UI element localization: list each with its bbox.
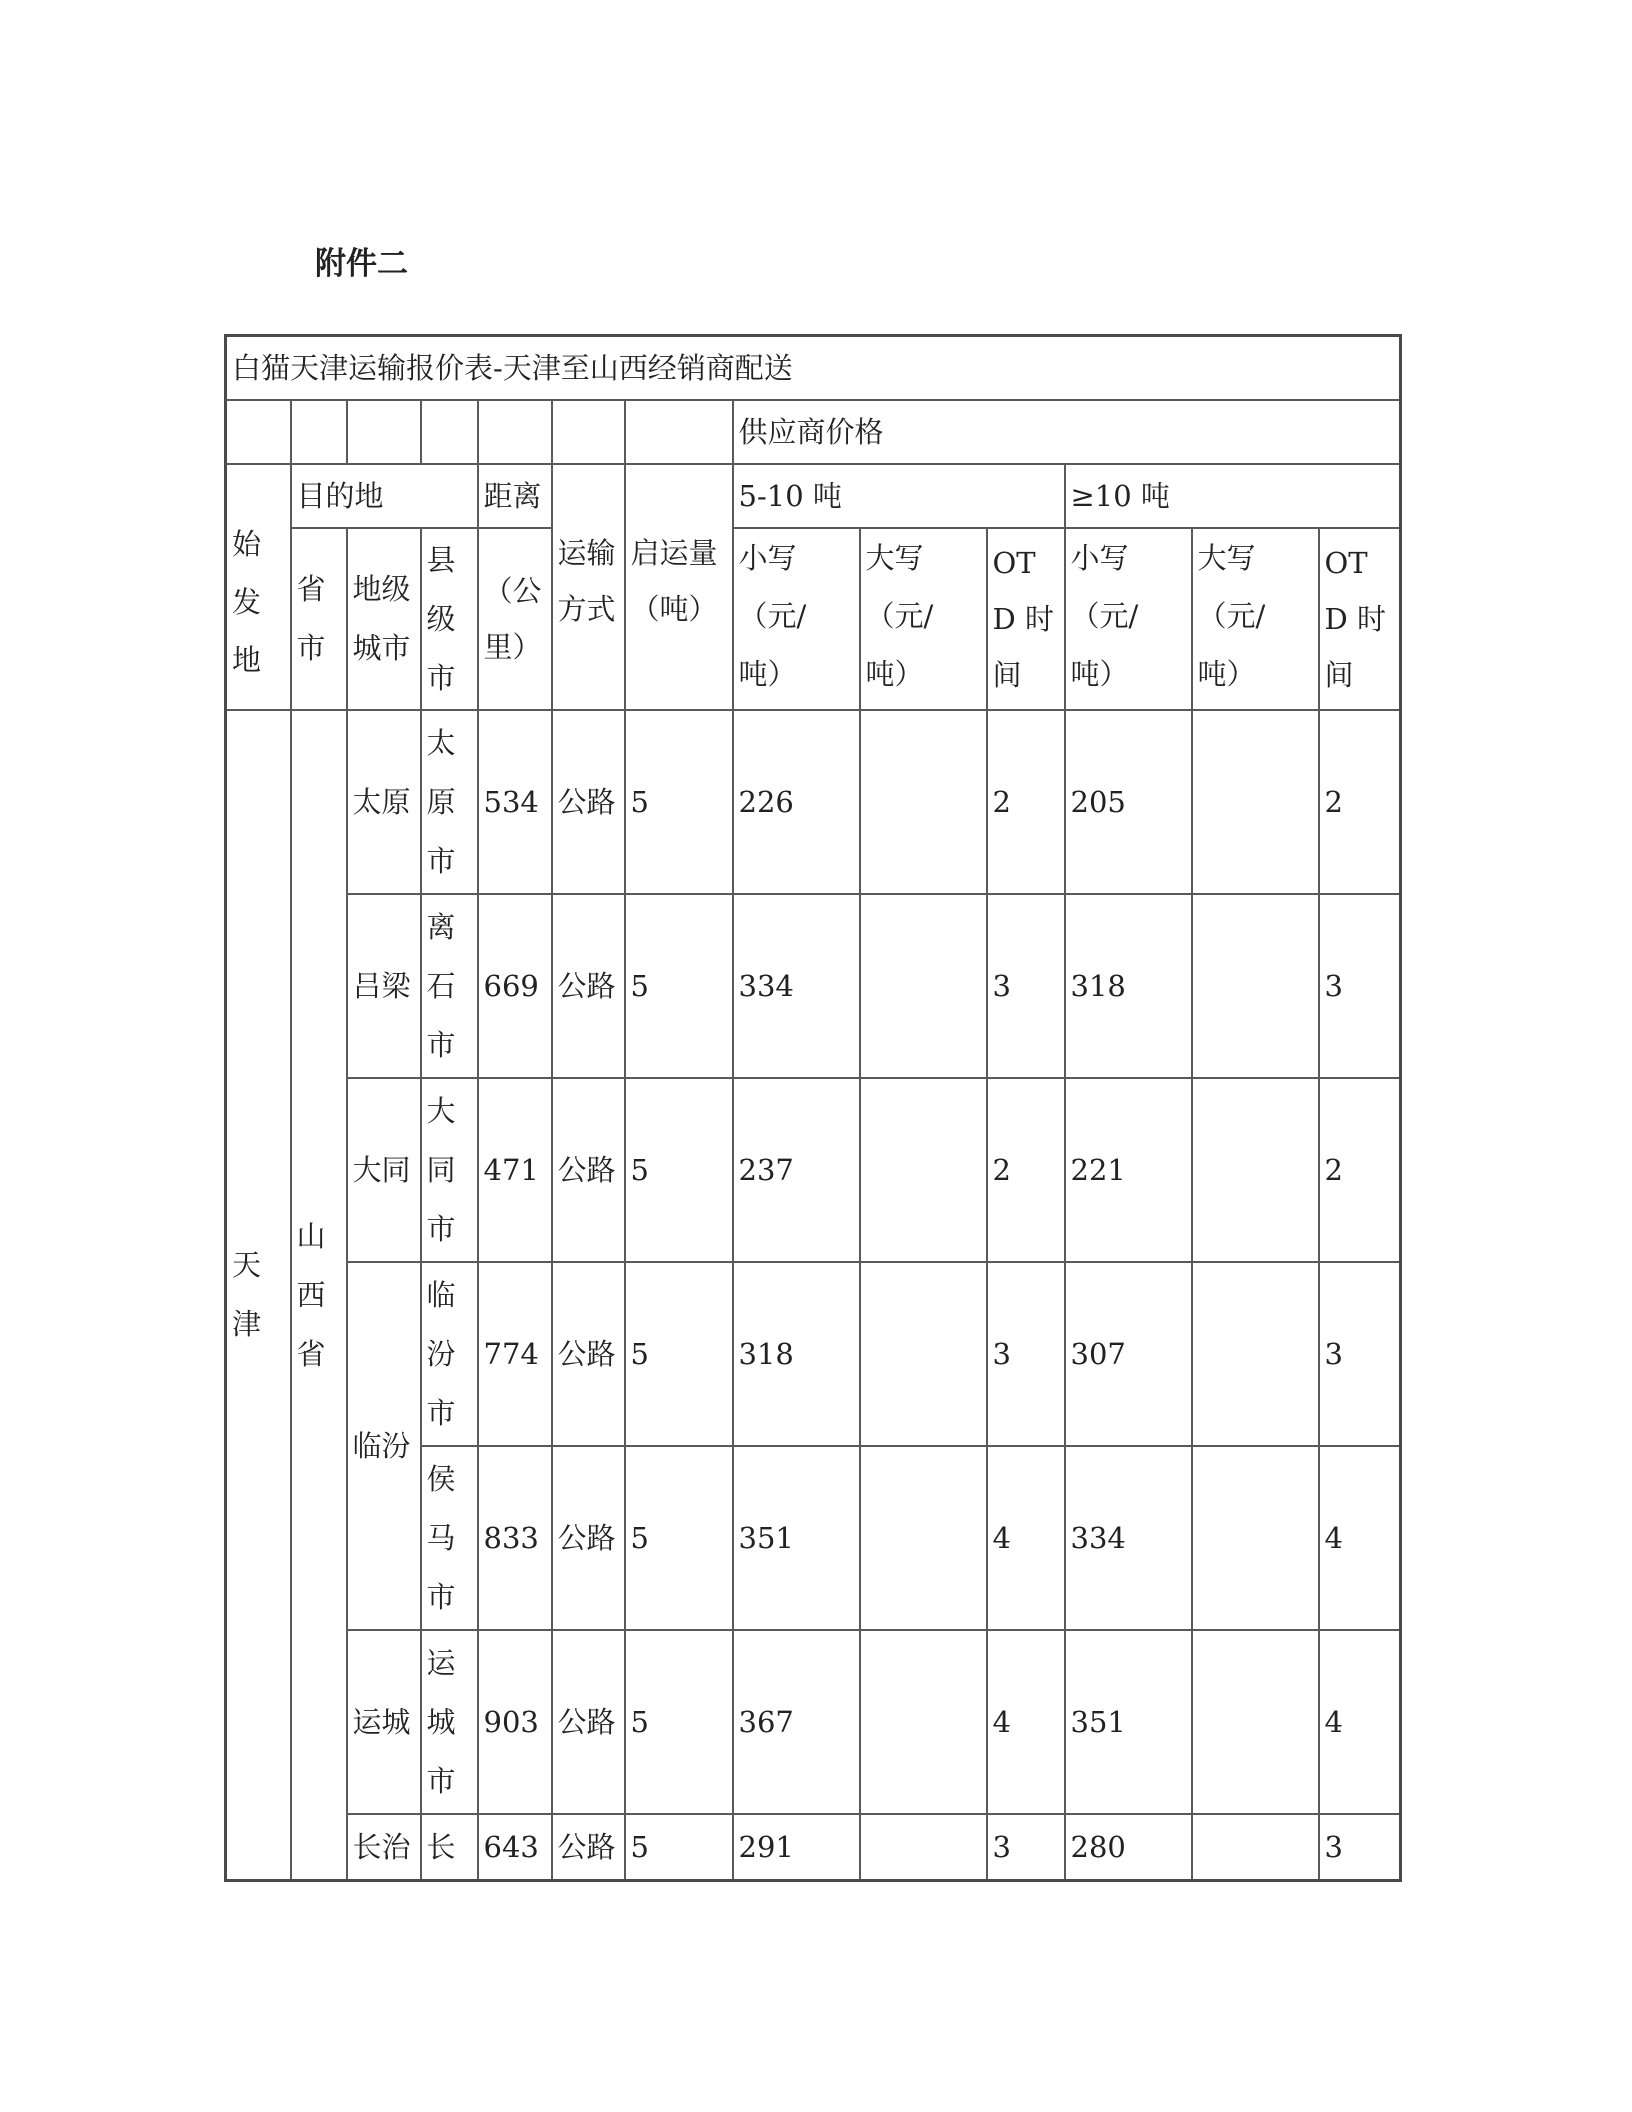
distance-cell: 833 [478, 1446, 552, 1630]
county-value: 临汾市 [426, 1277, 456, 1430]
county-cell [421, 1078, 478, 1262]
low-otd-cell: 2 [987, 1078, 1065, 1262]
distance-cell: 534 [478, 710, 552, 894]
prefecture-header [347, 528, 421, 710]
province-value: 山西省 [296, 1218, 326, 1371]
county-header-text: 县级市 [426, 542, 456, 695]
high-small-header [1065, 528, 1192, 710]
mode-cell: 公路 [552, 1262, 625, 1446]
county-value: 离石市 [426, 909, 456, 1062]
prefecture-cell: 吕梁 [347, 894, 421, 1078]
low-otd-cell: 4 [987, 1446, 1065, 1630]
prefecture-cell: 太原 [347, 710, 421, 894]
low-small-cell: 334 [733, 894, 860, 1078]
high-otd-header-text: OTD 时间 [1324, 546, 1386, 692]
min-load-cell: 5 [625, 1262, 733, 1446]
mode-cell: 公路 [552, 710, 625, 894]
table-title: 白猫天津运输报价表-天津至山西经销商配送 [226, 336, 1401, 401]
high-capital-cell [1192, 1446, 1319, 1630]
distance-unit-text: （公里） [483, 574, 542, 664]
high-small-cell: 280 [1065, 1814, 1192, 1881]
min-load-cell: 5 [625, 1814, 733, 1881]
supplier-price-header: 供应商价格 [733, 400, 1401, 464]
min-load-header [625, 464, 733, 710]
county-value: 太原市 [426, 725, 456, 878]
transport-mode-header-text: 运输方式 [557, 536, 616, 626]
prefecture-cell: 运城 [347, 1630, 421, 1814]
low-capital-cell [860, 894, 987, 1078]
distance-cell: 669 [478, 894, 552, 1078]
min-load-cell: 5 [625, 1446, 733, 1630]
prefecture-cell: 临汾 [347, 1262, 421, 1630]
high-capital-cell [1192, 1078, 1319, 1262]
low-capital-header-text: 大写（元/吨） [865, 541, 934, 691]
blank-cell [226, 400, 291, 464]
blank-cell [552, 400, 625, 464]
high-small-cell: 221 [1065, 1078, 1192, 1262]
distance-cell: 643 [478, 1814, 552, 1881]
prefecture-header-text: 地级城市 [352, 572, 411, 665]
high-otd-cell: 3 [1319, 894, 1401, 1078]
high-otd-cell: 3 [1319, 1814, 1401, 1881]
destination-header: 目的地 [291, 464, 478, 528]
high-otd-cell: 2 [1319, 710, 1401, 894]
mode-cell: 公路 [552, 1630, 625, 1814]
min-load-cell: 5 [625, 894, 733, 1078]
county-cell [421, 1262, 478, 1446]
min-load-header-text: 启运量（吨） [630, 536, 718, 626]
low-otd-cell: 3 [987, 1814, 1065, 1881]
province-cell [291, 710, 347, 1881]
low-small-header [733, 528, 860, 710]
high-capital-cell [1192, 894, 1319, 1078]
table-row [226, 1630, 1401, 1814]
high-capital-header-text: 大写（元/吨） [1197, 541, 1266, 691]
high-otd-cell: 2 [1319, 1078, 1401, 1262]
county-cell [421, 1446, 478, 1630]
blank-cell [291, 400, 347, 464]
low-small-cell: 226 [733, 710, 860, 894]
high-otd-cell: 4 [1319, 1446, 1401, 1630]
low-capital-cell [860, 1078, 987, 1262]
low-small-cell: 318 [733, 1262, 860, 1446]
origin-header-text: 始发地 [232, 527, 262, 677]
low-otd-header-text: OTD 时间 [992, 546, 1054, 692]
high-otd-cell: 3 [1319, 1262, 1401, 1446]
transport-mode-header [552, 464, 625, 710]
high-small-cell: 351 [1065, 1630, 1192, 1814]
low-small-header-text: 小写（元/吨） [738, 541, 807, 691]
low-otd-header [987, 528, 1065, 710]
distance-cell: 774 [478, 1262, 552, 1446]
high-small-cell: 334 [1065, 1446, 1192, 1630]
min-load-cell: 5 [625, 1630, 733, 1814]
mode-cell: 公路 [552, 1814, 625, 1881]
attachment-label: 附件二 [315, 246, 408, 282]
low-capital-cell [860, 1814, 987, 1881]
low-otd-cell: 4 [987, 1630, 1065, 1814]
low-otd-cell: 3 [987, 1262, 1065, 1446]
prefecture-cell: 长治 [347, 1814, 421, 1881]
low-capital-cell [860, 1630, 987, 1814]
high-capital-cell [1192, 1814, 1319, 1881]
origin-value: 天津 [232, 1248, 262, 1341]
mode-cell: 公路 [552, 1078, 625, 1262]
distance-cell: 471 [478, 1078, 552, 1262]
county-value: 大同市 [426, 1093, 456, 1246]
distance-header: 距离 [478, 464, 552, 528]
tier-high-header: ≥10 吨 [1065, 464, 1401, 528]
blank-cell [478, 400, 552, 464]
low-capital-header [860, 528, 987, 710]
low-otd-cell: 2 [987, 710, 1065, 894]
origin-cell [226, 710, 291, 1881]
quote-table [224, 334, 1402, 1882]
high-capital-cell [1192, 1262, 1319, 1446]
high-capital-cell [1192, 710, 1319, 894]
blank-cell [347, 400, 421, 464]
county-cell: 长 [421, 1814, 478, 1881]
blank-cell [625, 400, 733, 464]
county-cell [421, 1630, 478, 1814]
low-capital-cell [860, 1446, 987, 1630]
prefecture-cell: 大同 [347, 1078, 421, 1262]
county-value: 侯马市 [426, 1461, 456, 1614]
mode-cell: 公路 [552, 1446, 625, 1630]
high-capital-cell [1192, 1630, 1319, 1814]
county-value: 运城市 [426, 1645, 456, 1798]
distance-cell: 903 [478, 1630, 552, 1814]
county-cell [421, 710, 478, 894]
table-row [226, 1262, 1401, 1446]
mode-cell: 公路 [552, 894, 625, 1078]
low-small-cell: 291 [733, 1814, 860, 1881]
tier-low-header: 5-10 吨 [733, 464, 1065, 528]
high-otd-header [1319, 528, 1401, 710]
origin-header [226, 464, 291, 710]
table-row [226, 1078, 1401, 1262]
low-small-cell: 351 [733, 1446, 860, 1630]
high-small-cell: 307 [1065, 1262, 1192, 1446]
min-load-cell: 5 [625, 1078, 733, 1262]
table-row [226, 894, 1401, 1078]
high-otd-cell: 4 [1319, 1630, 1401, 1814]
table-row [226, 1814, 1401, 1881]
low-capital-cell [860, 710, 987, 894]
low-capital-cell [860, 1262, 987, 1446]
low-otd-cell: 3 [987, 894, 1065, 1078]
blank-cell [421, 400, 478, 464]
province-header [291, 528, 347, 710]
high-capital-header [1192, 528, 1319, 710]
high-small-cell: 318 [1065, 894, 1192, 1078]
distance-unit-header [478, 528, 552, 710]
low-small-cell: 237 [733, 1078, 860, 1262]
low-small-cell: 367 [733, 1630, 860, 1814]
county-cell [421, 894, 478, 1078]
province-header-text: 省市 [296, 572, 326, 665]
high-small-cell: 205 [1065, 710, 1192, 894]
high-small-header-text: 小写（元/吨） [1070, 541, 1139, 691]
table-row [226, 710, 1401, 894]
county-header [421, 528, 478, 710]
min-load-cell: 5 [625, 710, 733, 894]
